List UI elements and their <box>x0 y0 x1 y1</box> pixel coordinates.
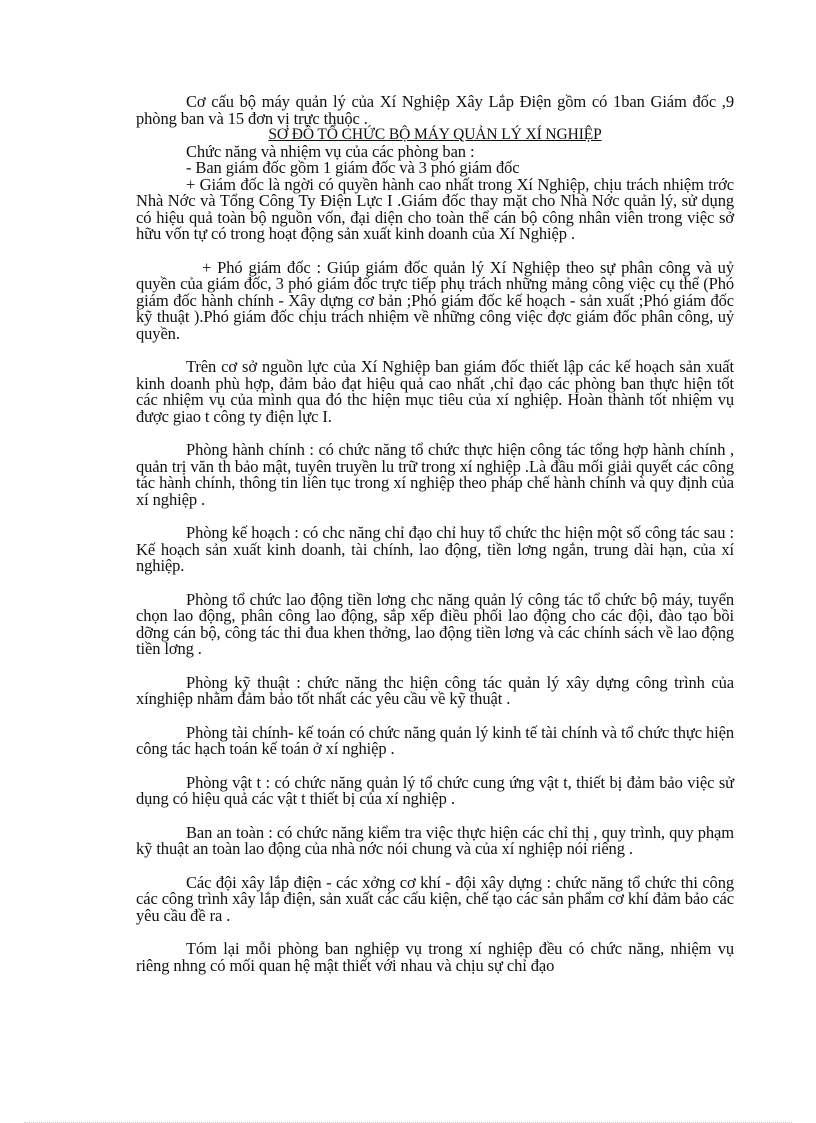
functions-intro: Chức năng và nhiệm vụ của các phòng ban : <box>186 141 475 161</box>
paragraph-summary: Tóm lại mỗi phòng ban nghiệp vụ trong xí nghiệp đều có chức năng, nhiệm vụ riêng nhng có mối quan hệ mật thiết với nhau và chịu sự chỉ đạo <box>136 939 734 975</box>
board-composition: - Ban giám đốc gồm 1 giám đốc và 3 phó giám đốc <box>186 158 520 177</box>
paragraph-planning-dept: Phòng kế hoạch : có chc năng chỉ đạo chỉ huy tổ chức thc hiện một số công tác sau : Kế hoạch sản xuất kinh doanh, tài chính, lao động, tiền lơng ngắn, trung dài hạn, của xí nghiệp. <box>136 523 734 575</box>
paragraph-admin-dept: Phòng hành chính : có chức năng tổ chức thực hiện công tác tổng hợp hành chính , quản trị văn th bảo mật, tuyên truyền lu trữ trong xí nghiệp .Là đầu mối giải quyết các công tác hành chính, thông tin liên tục trong xí nghiệp theo pháp chế hành chính và quy định của xí nghiệp . <box>136 440 734 509</box>
paragraph-technical-dept: Phòng kỹ thuật : chức năng thc hiện công tác quản lý xây dựng công trình của xínghiệp nhằm đảm bảo tốt nhất các yêu cầu về kỹ thuật . <box>136 672 734 708</box>
paragraph-materials-dept: Phòng vật t : có chức năng quản lý tổ chức cung ứng vật t, thiết bị đảm bảo việc sử dụng có hiệu quả các vật t thiết bị của xí nghiệp . <box>136 772 734 808</box>
paragraph-construction-teams: Các đội xây lắp điện - các xởng cơ khí - đội xây dựng : chức năng tổ chức thi công các công trình xây lắp điện, sản xuất các cấu kiện, chế tạo các sản phẩm cơ khí đảm bảo các yêu cầu đề ra . <box>136 872 734 925</box>
paragraph-deputy-director: + Phó giám đốc : Giúp giám đốc quản lý Xí Nghiệp theo sự phân công và uỷ quyền của giám đốc, 3 phó giám đốc trực tiếp phụ trách những mảng công việc cụ thể (Phó giám đốc hành chính - Xây dựng cơ bản ;Phó giám đốc kế hoạch - sản xuất ;Phó giám đốc kỹ thuật ).Phó giám đốc chịu trách nhiệm về những công việc đợc giám đốc phân công, uỷ quyền. <box>136 257 734 343</box>
paragraph-structure: Cơ cấu bộ máy quản lý của Xí Nghiệp Xây Lắp Điện gồm có 1ban Giám đốc ,9 phòng ban và 15 đơn vị trực thuộc . <box>136 92 734 128</box>
document-body <box>136 94 734 974</box>
paragraph-finance-dept: Phòng tài chính- kế toán có chức năng quản lý kinh tế tài chính và tổ chức thực hiện công tác hạch toán kế toán ở xí nghiệp . <box>136 722 734 758</box>
paragraph-director: + Giám đốc là ngời có quyền hành cao nhất trong Xí Nghiệp, chịu trách nhiệm trớc Nhà Nớc và Tổng Công Ty Điện Lực I .Giám đốc thay mặt cho Nhà Nớc quản lý, sử dụng có hiệu quả toàn bộ nguồn vốn, đại diện cho toàn thể cán bộ công nhân viên trong việc sở hữu vốn tự có trong hoạt động sản xuất kinh doanh của Xí Nghiệp . <box>136 174 734 243</box>
paragraph-hr-dept: Phòng tổ chức lao động tiền lơng chc năng quản lý công tác tổ chức bộ máy, tuyển chọn lao động, phân công lao động, sắp xếp điều phối lao động cho các đội, đào tạo bồi dỡng cán bộ, công tác thi đua khen thởng, lao động tiền lơng và các chính sách về lao động tiền lơng . <box>136 589 734 658</box>
paragraph-resources: Trên cơ sở nguồn lực của Xí Nghiệp ban giám đốc thiết lập các kế hoạch sản xuất kinh doanh phù hợp, đảm bảo đạt hiệu quả cao nhất ,chỉ đạo các phòng ban thực hiện tốt các nhiệm vụ của mình qua đó thc hiện mục tiêu của xí nghiệp. Hoàn thành tốt nhiệm vụ được giao t công ty điện lực I. <box>136 357 734 426</box>
paragraph-safety-board: Ban an toàn : có chức năng kiểm tra việc thực hiện các chỉ thị , quy trình, quy phạm kỹ thuật an toàn lao động của nhà nớc nói chung và của xí nghiệp nói riêng . <box>136 822 734 858</box>
org-chart-title: SƠ ĐỒ TỔ CHỨC BỘ MÁY QUẢN LÝ XÍ NGHIỆP <box>268 126 602 143</box>
